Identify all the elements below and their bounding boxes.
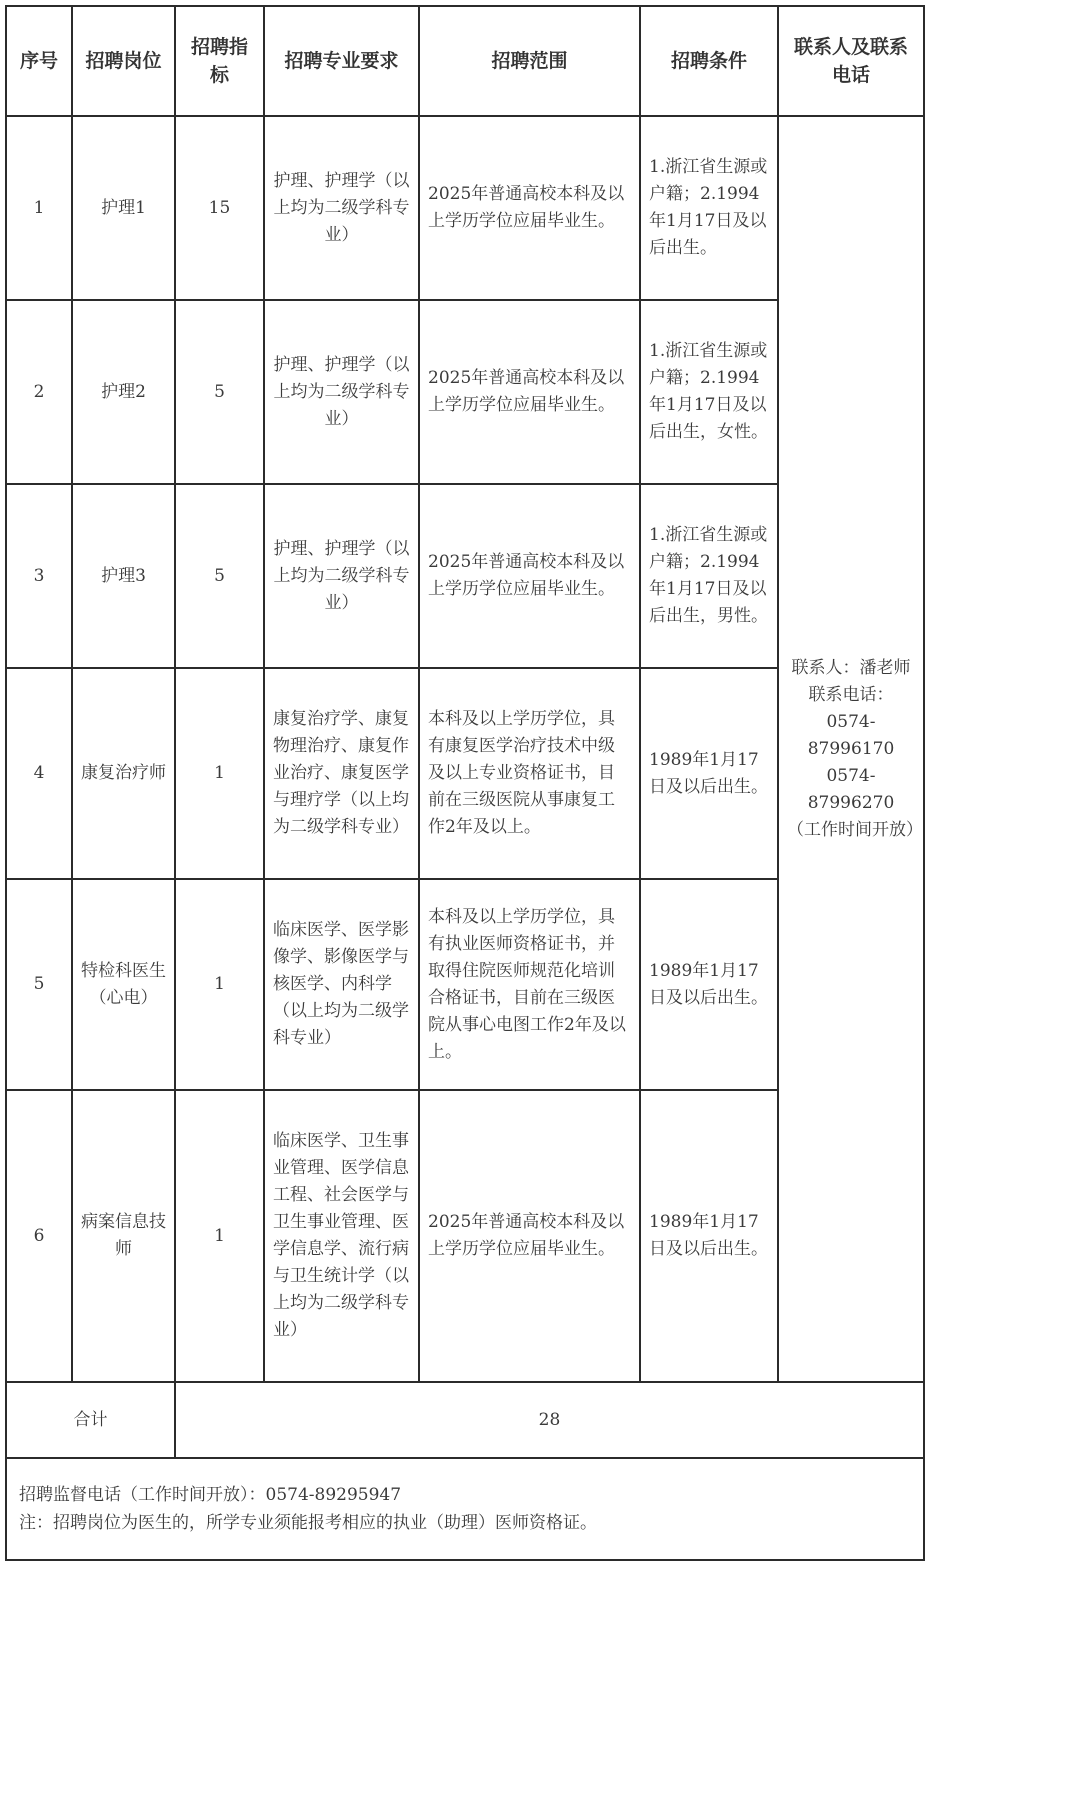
contact-phone-label: 联系电话：	[808, 684, 894, 705]
row-post: 护理2	[72, 300, 175, 484]
row-scope: 本科及以上学历学位，具有康复医学治疗技术中级及以上专业资格证书，目前在三级医院从事康复工作2年及以上。	[419, 668, 640, 879]
total-row	[6, 1382, 924, 1458]
row-no: 3	[6, 484, 72, 668]
row-post: 护理3	[72, 484, 175, 668]
doctor-note: 注：招聘岗位为医生的，所学专业须能报考相应的执业（助理）医师资格证。	[19, 1513, 597, 1533]
row-quota: 1	[175, 668, 264, 879]
row-quota: 5	[175, 484, 264, 668]
supervision-phone: 招聘监督电话（工作时间开放）：0574-89295947	[19, 1485, 402, 1505]
notes-row	[6, 1458, 924, 1560]
row-major: 护理、护理学（以上均为二级学科专业）	[264, 300, 419, 484]
row-post: 病案信息技师	[72, 1090, 175, 1382]
contact-phone-2: 0574-87996270	[807, 765, 895, 813]
header-major: 招聘专业要求	[264, 6, 419, 116]
row-scope: 2025年普通高校本科及以上学历学位应届毕业生。	[419, 1090, 640, 1382]
row-major: 康复治疗学、康复物理治疗、康复作业治疗、康复医学与理疗学（以上均为二级学科专业）	[264, 668, 419, 879]
row-cond: 1989年1月17日及以后出生。	[640, 879, 778, 1090]
row-quota: 1	[175, 879, 264, 1090]
header-contact: 联系人及联系电话	[778, 6, 924, 116]
contact-person: 联系人：潘老师	[791, 657, 911, 678]
total-value: 28	[175, 1382, 924, 1458]
row-major: 护理、护理学（以上均为二级学科专业）	[264, 116, 419, 300]
header-cond: 招聘条件	[640, 6, 778, 116]
contact-phone-1: 0574-87996170	[807, 711, 895, 759]
row-post: 特检科医生（心电）	[72, 879, 175, 1090]
row-cond: 1.浙江省生源或户籍；2.1994年1月17日及以后出生，男性。	[640, 484, 778, 668]
header-post: 招聘岗位	[72, 6, 175, 116]
header-scope: 招聘范围	[419, 6, 640, 116]
row-quota: 5	[175, 300, 264, 484]
row-scope: 2025年普通高校本科及以上学历学位应届毕业生。	[419, 116, 640, 300]
row-cond: 1989年1月17日及以后出生。	[640, 1090, 778, 1382]
row-quota: 1	[175, 1090, 264, 1382]
contact-cell	[778, 116, 924, 1382]
row-cond: 1989年1月17日及以后出生。	[640, 668, 778, 879]
row-quota: 15	[175, 116, 264, 300]
header-no: 序号	[6, 6, 72, 116]
row-no: 6	[6, 1090, 72, 1382]
row-major: 临床医学、卫生事业管理、医学信息工程、社会医学与卫生事业管理、医学信息学、流行病与卫生统计学（以上均为二级学科专业）	[264, 1090, 419, 1382]
header-quota: 招聘指标	[175, 6, 264, 116]
row-no: 1	[6, 116, 72, 300]
row-major: 护理、护理学（以上均为二级学科专业）	[264, 484, 419, 668]
row-post: 护理1	[72, 116, 175, 300]
total-label: 合计	[6, 1382, 175, 1458]
row-no: 2	[6, 300, 72, 484]
row-scope: 2025年普通高校本科及以上学历学位应届毕业生。	[419, 484, 640, 668]
row-cond: 1.浙江省生源或户籍；2.1994年1月17日及以后出生，女性。	[640, 300, 778, 484]
row-scope: 2025年普通高校本科及以上学历学位应届毕业生。	[419, 300, 640, 484]
row-no: 5	[6, 879, 72, 1090]
row-scope: 本科及以上学历学位，具有执业医师资格证书，并取得住院医师规范化培训合格证书，目前在三级医院从事心电图工作2年及以上。	[419, 879, 640, 1090]
recruitment-table	[5, 5, 925, 1561]
row-no: 4	[6, 668, 72, 879]
row-cond: 1.浙江省生源或户籍；2.1994年1月17日及以后出生。	[640, 116, 778, 300]
row-post: 康复治疗师	[72, 668, 175, 879]
notes-cell	[6, 1458, 924, 1560]
contact-hours: （工作时间开放）	[787, 819, 923, 840]
row-major: 临床医学、医学影像学、影像医学与核医学、内科学（以上均为二级学科专业）	[264, 879, 419, 1090]
header-row	[6, 6, 924, 116]
table-row	[6, 116, 924, 300]
